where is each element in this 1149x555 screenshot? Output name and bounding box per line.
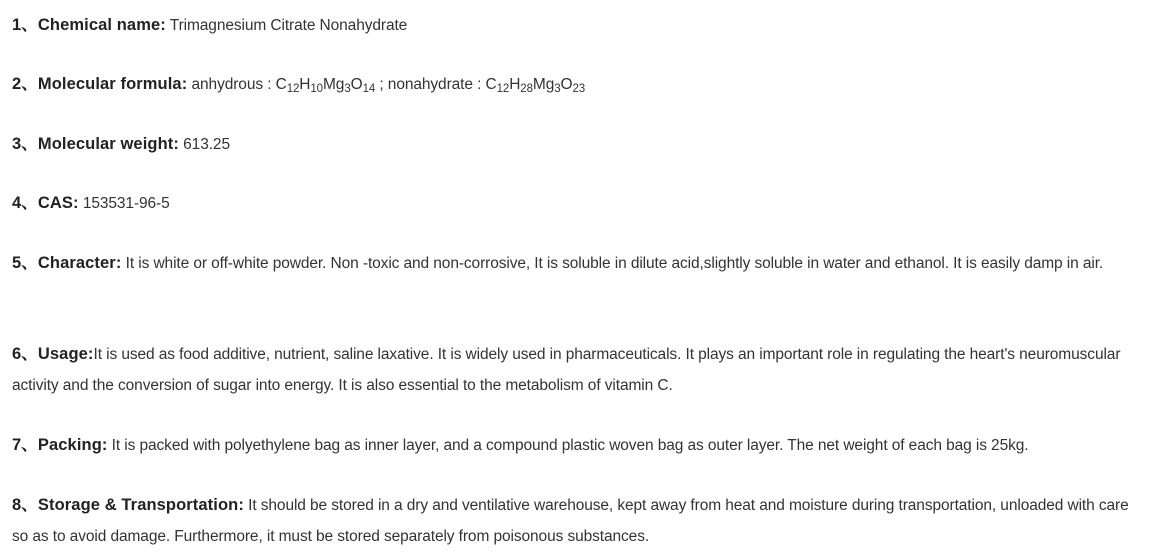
spec-value: It is white or off-white powder. Non -toxic and non-corrosive, It is soluble in dilute acid,slightly soluble in water and ethanol. It is easily damp in air. [121, 255, 1104, 272]
spec-item-cas [12, 188, 1137, 219]
spec-value: Trimagnesium Citrate Nonahydrate [165, 17, 408, 34]
spec-number: 5、 [12, 254, 38, 272]
spec-number: 4、 [12, 194, 38, 212]
spec-item-molecular-formula [12, 69, 1137, 100]
spec-value: It is packed with polyethylene bag as inner layer, and a compound plastic woven bag as outer layer. The net weight of each bag is 25kg. [107, 437, 1029, 454]
spec-item-usage [12, 339, 1137, 401]
spec-value: It is used as food additive, nutrient, saline laxative. It is widely used in pharmaceuticals. It plays an important role in regulating the heart's neuromuscular activity and the conversion of sugar into energy. It is also essential to the metabolism of vitamin C. [12, 346, 1121, 394]
spec-value: 153531-96-5 [78, 195, 170, 212]
spec-number: 8、 [12, 496, 38, 514]
spec-label: Usage: [37, 345, 94, 363]
spec-number: 2、 [12, 75, 38, 93]
spec-number: 1、 [12, 16, 38, 34]
spec-label: Chemical name: [37, 16, 166, 34]
spec-item-storage-transportation [12, 490, 1137, 552]
spec-value: 613.25 [178, 136, 230, 153]
formula-separator: ; nonahydrate : [375, 76, 486, 93]
anhydrous-formula: $C_{12}H_{10}Mg_3O_{14}$ [275, 76, 376, 95]
spec-label: Packing: [37, 436, 108, 454]
spec-value: It should be stored in a dry and ventilative warehouse, kept away from heat and moisture during transportation, unloaded with care so as to avoid damage. Furthermore, it must be stored separately from poisonous substances. [12, 497, 1129, 545]
spec-item-molecular-weight [12, 129, 1137, 160]
spec-number: 7、 [12, 436, 38, 454]
spec-label: Molecular weight: [37, 135, 179, 153]
spec-number: 6、 [12, 345, 38, 363]
spec-label: Molecular formula: [37, 75, 188, 93]
spec-item-character [12, 248, 1137, 279]
anhydrous-prefix: anhydrous : [187, 76, 276, 93]
spec-number: 3、 [12, 135, 38, 153]
spec-item-chemical-name [12, 10, 1137, 41]
spec-label: Character: [37, 254, 122, 272]
spec-item-packing [12, 430, 1137, 461]
nonahydrate-formula: $C_{12}H_{28}Mg_3O_{23}$ [485, 76, 586, 95]
spec-label: Storage & Transportation: [37, 496, 244, 514]
spec-label: CAS: [37, 194, 79, 212]
